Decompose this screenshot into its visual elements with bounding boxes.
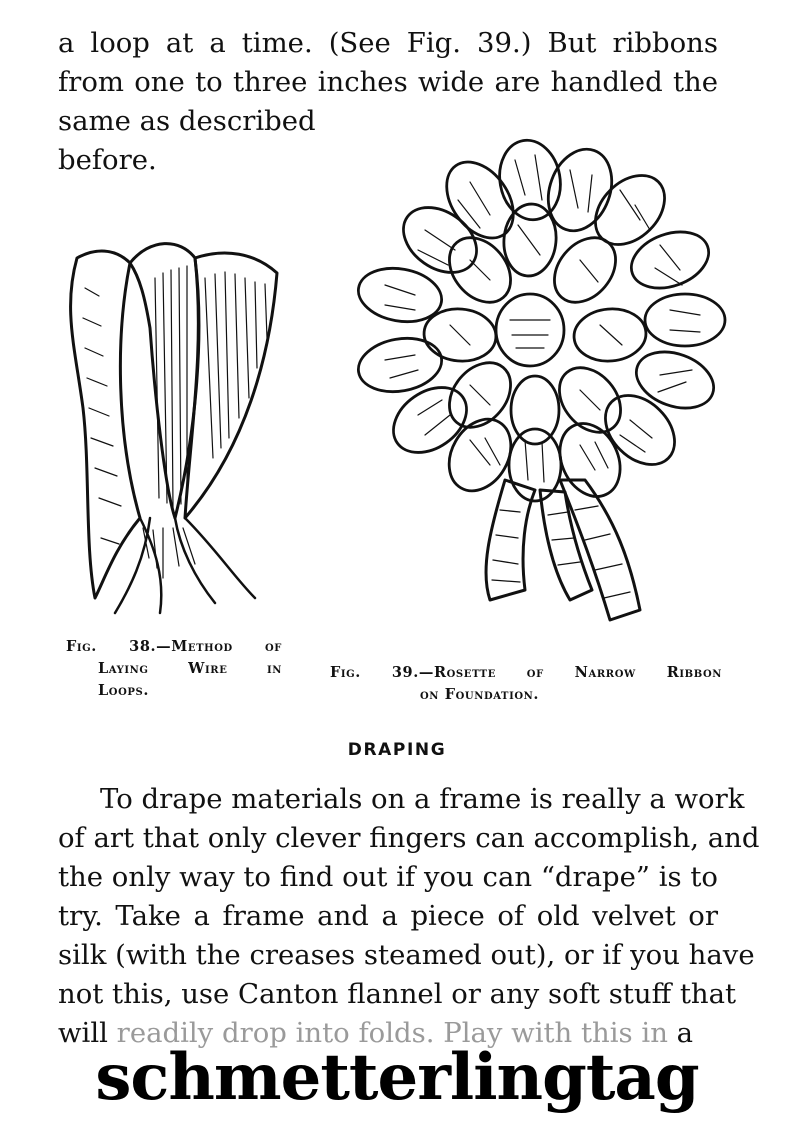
last-line-end: a — [667, 1017, 694, 1049]
fig-39-caption — [330, 662, 722, 706]
draping-paragraph — [58, 780, 760, 1014]
last-line-faded: readily drop into folds. Play with this in — [116, 1017, 668, 1049]
caption-line: Laying Wire in — [98, 660, 282, 677]
body-line: the only way to find out if you can “drape” is to — [58, 861, 718, 893]
body-line: try. Take a frame and a piece of old velvet or — [58, 900, 718, 932]
last-line-start: will — [58, 1017, 117, 1049]
body-line: silk (with the creases steamed out), or if you have — [58, 939, 755, 971]
intro-line: same as described — [58, 105, 316, 137]
fig-38-caption — [66, 636, 282, 702]
intro-line: from one to three inches wide are handled the — [58, 66, 718, 98]
fig-39-illustration — [330, 120, 730, 645]
body-line: not this, use Canton flannel or any soft stuff that — [58, 978, 737, 1010]
section-heading: DRAPING — [347, 740, 447, 760]
fig-38-illustration — [55, 218, 290, 628]
intro-line: a loop at a time. (See Fig. 39.) But ribbons — [58, 27, 718, 59]
body-line: of art that only clever fingers can accomplish, and — [58, 822, 760, 854]
body-line: To drape materials on a frame is really a work — [100, 783, 745, 815]
caption-line: Fig. 39.—Rosette of Narrow Ribbon — [330, 664, 722, 681]
caption-line: Loops. — [98, 682, 150, 699]
caption-line: Fig. 38.—Method of — [66, 638, 282, 655]
intro-line: before. — [58, 144, 157, 176]
caption-line: on Foundation. — [420, 686, 540, 703]
watermark: schmetterlingtag — [95, 1040, 699, 1115]
